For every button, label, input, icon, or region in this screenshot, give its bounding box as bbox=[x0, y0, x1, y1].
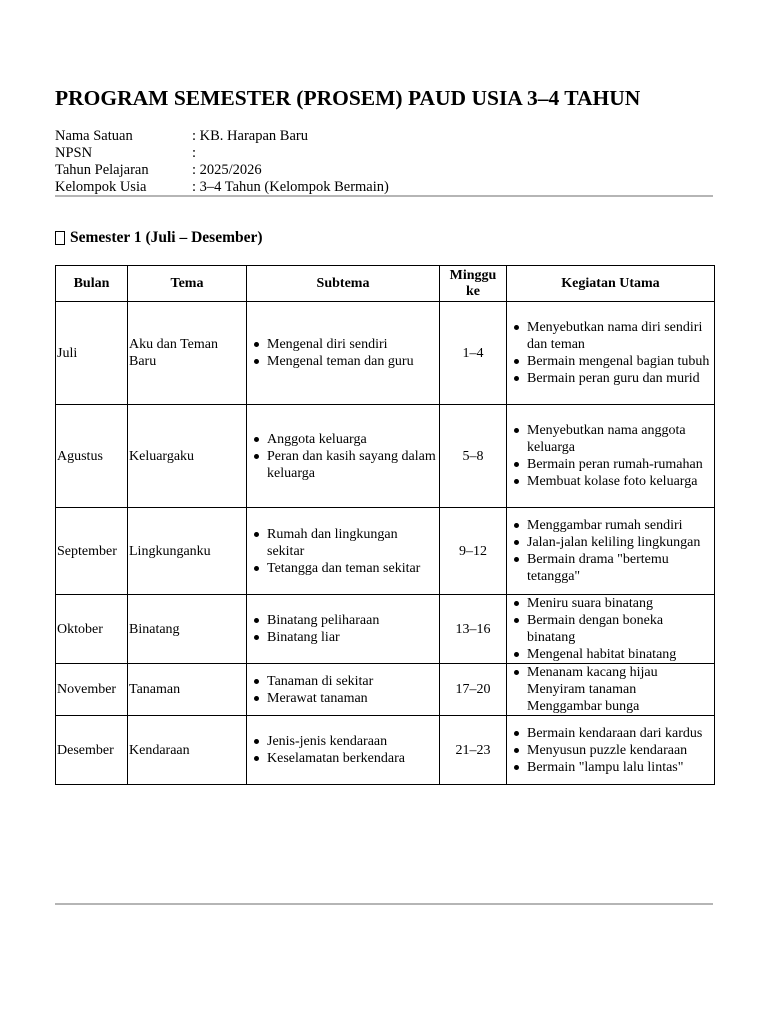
list-item: Mengenal diri sendiri bbox=[267, 336, 438, 353]
cell-subtema bbox=[247, 302, 440, 405]
list-item: Binatang liar bbox=[267, 629, 438, 646]
header-minggu: Minggu ke bbox=[440, 266, 507, 302]
identity-row-kelompok-usia bbox=[55, 179, 713, 196]
cell-bulan: September bbox=[56, 508, 128, 595]
identity-label: Nama Satuan bbox=[55, 128, 133, 144]
list-item: Jalan-jalan keliling lingkungan bbox=[527, 534, 713, 551]
cell-tema: Kendaraan bbox=[128, 716, 247, 785]
cell-kegiatan bbox=[507, 664, 715, 716]
list-item: Meniru suara binatang bbox=[527, 595, 713, 612]
cell-minggu: 5–8 bbox=[440, 405, 507, 508]
header-kegiatan: Kegiatan Utama bbox=[507, 266, 715, 302]
cell-tema: Aku dan Teman Baru bbox=[128, 302, 247, 405]
cell-tema: Lingkunganku bbox=[128, 508, 247, 595]
cell-subtema bbox=[247, 595, 440, 664]
kegiatan-list bbox=[508, 725, 713, 776]
list-item: Bermain peran rumah-rumahan bbox=[527, 456, 713, 473]
list-item: Menyebutkan nama diri sendiri dan teman bbox=[527, 319, 713, 353]
identity-row-nama-satuan bbox=[55, 128, 713, 145]
list-item: Binatang peliharaan bbox=[267, 612, 438, 629]
section-title: Semester 1 (Juli – Desember) bbox=[70, 229, 263, 246]
identity-value: : 2025/2026 bbox=[192, 162, 262, 178]
table-row bbox=[56, 716, 715, 785]
identity-row-tahun-pelajaran bbox=[55, 162, 713, 179]
list-item: Menyebutkan nama anggota keluarga bbox=[527, 422, 713, 456]
cell-bulan: November bbox=[56, 664, 128, 716]
section-heading bbox=[55, 229, 263, 247]
list-item: Membuat kolase foto keluarga bbox=[527, 473, 713, 490]
cell-tema: Binatang bbox=[128, 595, 247, 664]
list-item: Menanam kacang hijau bbox=[527, 664, 713, 681]
table-row bbox=[56, 405, 715, 508]
subtema-list bbox=[248, 431, 438, 482]
kegiatan-list bbox=[508, 319, 713, 387]
list-item: Bermain peran guru dan murid bbox=[527, 370, 713, 387]
divider-bottom bbox=[55, 903, 713, 905]
identity-value: : bbox=[192, 145, 197, 161]
missing-glyph-icon bbox=[55, 231, 65, 245]
list-item: Mengenal teman dan guru bbox=[267, 353, 438, 370]
list-item: Rumah dan lingkungan sekitar bbox=[267, 526, 438, 560]
list-item: Bermain "lampu lalu lintas" bbox=[527, 759, 713, 776]
cell-subtema bbox=[247, 405, 440, 508]
list-item: Menggambar rumah sendiri bbox=[527, 517, 713, 534]
subtema-list bbox=[248, 526, 438, 577]
list-item: Anggota keluarga bbox=[267, 431, 438, 448]
table-row bbox=[56, 664, 715, 716]
cell-tema: Tanaman bbox=[128, 664, 247, 716]
list-item: Tetangga dan teman sekitar bbox=[267, 560, 438, 577]
cell-kegiatan bbox=[507, 595, 715, 664]
cell-minggu: 17–20 bbox=[440, 664, 507, 716]
table-row bbox=[56, 508, 715, 595]
kegiatan-list bbox=[508, 664, 713, 681]
cell-bulan: Agustus bbox=[56, 405, 128, 508]
cell-kegiatan bbox=[507, 405, 715, 508]
cell-subtema bbox=[247, 508, 440, 595]
subtema-list bbox=[248, 612, 438, 646]
list-item: Bermain dengan boneka binatang bbox=[527, 612, 713, 646]
cell-subtema bbox=[247, 716, 440, 785]
cell-bulan: Oktober bbox=[56, 595, 128, 664]
list-item: Jenis-jenis kendaraan bbox=[267, 733, 438, 750]
identity-row-npsn bbox=[55, 145, 713, 162]
header-bulan: Bulan bbox=[56, 266, 128, 302]
list-item: Bermain drama "bertemu tetangga" bbox=[527, 551, 713, 585]
cell-subtema bbox=[247, 664, 440, 716]
header-tema: Tema bbox=[128, 266, 247, 302]
cell-minggu: 9–12 bbox=[440, 508, 507, 595]
list-item: Tanaman di sekitar bbox=[267, 673, 438, 690]
header-subtema: Subtema bbox=[247, 266, 440, 302]
list-item: Merawat tanaman bbox=[267, 690, 438, 707]
identity-label: Tahun Pelajaran bbox=[55, 162, 149, 178]
document-title: PROGRAM SEMESTER (PROSEM) PAUD USIA 3–4 TAHUN bbox=[55, 86, 641, 110]
identity-block bbox=[55, 128, 713, 196]
list-item: Menyusun puzzle kendaraan bbox=[527, 742, 713, 759]
identity-label: Kelompok Usia bbox=[55, 179, 147, 195]
list-item: Keselamatan berkendara bbox=[267, 750, 438, 767]
kegiatan-list bbox=[508, 595, 713, 663]
cell-minggu: 13–16 bbox=[440, 595, 507, 664]
kegiatan-plain-line: Menggambar bunga bbox=[527, 699, 640, 714]
table-header-row bbox=[56, 266, 715, 302]
prosem-table bbox=[55, 265, 715, 785]
list-item: Mengenal habitat binatang bbox=[527, 646, 713, 663]
subtema-list bbox=[248, 336, 438, 370]
identity-value: : KB. Harapan Baru bbox=[192, 128, 308, 144]
list-item: Bermain kendaraan dari kardus bbox=[527, 725, 713, 742]
table-row bbox=[56, 595, 715, 664]
cell-kegiatan bbox=[507, 302, 715, 405]
identity-label: NPSN bbox=[55, 145, 93, 161]
cell-minggu: 1–4 bbox=[440, 302, 507, 405]
list-item: Peran dan kasih sayang dalam keluarga bbox=[267, 448, 438, 482]
cell-kegiatan bbox=[507, 716, 715, 785]
kegiatan-list bbox=[508, 517, 713, 585]
kegiatan-plain-line: Menyiram tanaman bbox=[527, 682, 637, 697]
list-item: Bermain mengenal bagian tubuh bbox=[527, 353, 713, 370]
kegiatan-list bbox=[508, 422, 713, 490]
subtema-list bbox=[248, 673, 438, 707]
identity-value: : 3–4 Tahun (Kelompok Bermain) bbox=[192, 179, 389, 195]
divider-top bbox=[55, 195, 713, 197]
cell-kegiatan bbox=[507, 508, 715, 595]
cell-bulan: Juli bbox=[56, 302, 128, 405]
cell-bulan: Desember bbox=[56, 716, 128, 785]
table-row bbox=[56, 302, 715, 405]
cell-tema: Keluargaku bbox=[128, 405, 247, 508]
subtema-list bbox=[248, 733, 438, 767]
cell-minggu: 21–23 bbox=[440, 716, 507, 785]
